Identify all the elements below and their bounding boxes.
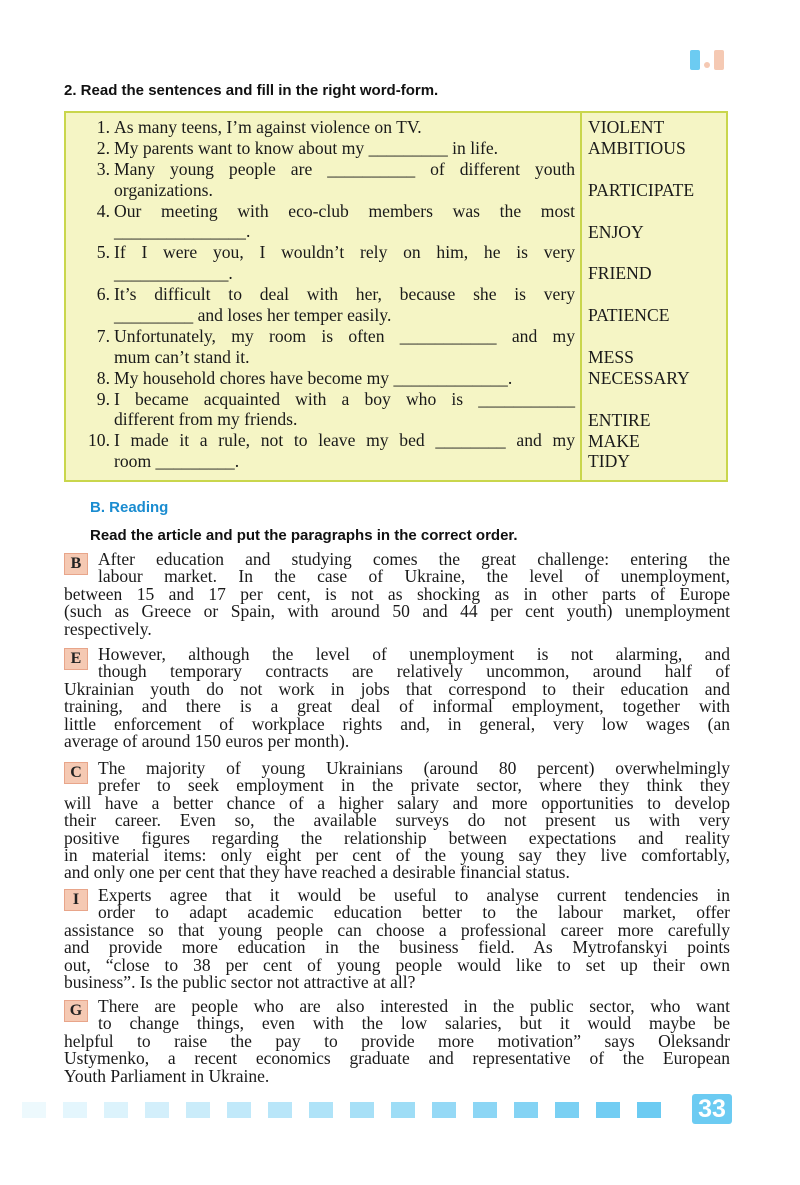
strip-square — [596, 1102, 620, 1118]
paragraph-line: though temporary contracts are relatively uncommon, around half of — [98, 661, 730, 682]
strip-square — [309, 1102, 333, 1118]
paragraph-line: and only one per cent that they have reached a desirable financial status. — [64, 862, 570, 883]
page-number: 33 — [692, 1094, 732, 1124]
paragraph-letter-badge: C — [64, 762, 88, 784]
paragraph-letter-badge: E — [64, 648, 88, 670]
exercise-line-number: 9. — [96, 388, 110, 409]
exercise-line-number: 8. — [96, 367, 110, 388]
strip-square — [432, 1102, 456, 1118]
exercise-line-number: 1. — [96, 117, 110, 137]
paragraph-letter-badge: G — [64, 1000, 88, 1022]
paragraph-line: However, although the level of unemployment is not alarming, and — [98, 644, 730, 664]
exercise-line-text: Our meeting with eco-club members was the most — [114, 200, 575, 221]
strip-square — [186, 1102, 210, 1118]
paragraph-line: helpful to raise the pay to provide more motivation” says Oleksandr — [64, 1030, 730, 1051]
exercise-line-text: mum can’t stand it. — [114, 346, 250, 367]
strip-square — [268, 1102, 292, 1118]
word-form: MAKE — [588, 430, 640, 451]
word-form: PARTICIPATE — [588, 179, 695, 200]
exercise-line-number: 6. — [96, 284, 110, 305]
paragraph-line: labour market. In the case of Ukraine, the level of unemployment, — [98, 566, 730, 587]
paragraph-line: between 15 and 17 per cent, is not as shocking as in other parts of Europe — [64, 583, 730, 604]
paragraph-letter-badge: B — [64, 553, 88, 575]
strip-square — [104, 1102, 128, 1118]
strip-square — [637, 1102, 661, 1118]
paragraph-line: in material items: only eight per cent of the young say they live comfortably, — [64, 844, 730, 865]
paragraph-line: Youth Parliament in Ukraine. — [64, 1065, 270, 1086]
strip-square — [514, 1102, 538, 1118]
paragraph-line: respectively. — [64, 618, 152, 639]
word-form: FRIEND — [588, 263, 652, 284]
unit-marker-icon — [690, 50, 730, 72]
paragraph-line: The majority of young Ukrainians (around 80 percent) overwhelmingly — [98, 758, 730, 778]
exercise-line-text: room _________. — [114, 451, 240, 472]
strip-square — [391, 1102, 415, 1118]
strip-square — [473, 1102, 497, 1118]
exercise-line-number: 5. — [96, 242, 110, 263]
paragraph-line: their career. Even so, the available surveys do not present us with very — [64, 810, 730, 831]
paragraph — [64, 998, 730, 1085]
paragraph-line: (such as Greece or Spain, with around 50 and 44 per cent youth) unemployment — [64, 601, 730, 622]
strip-square — [227, 1102, 251, 1118]
word-form: PATIENCE — [588, 305, 670, 326]
exercise-line-number: 10. — [88, 430, 110, 451]
exercise-line-text: I made it a rule, not to leave my bed ________ and my — [114, 430, 575, 451]
paragraph — [64, 646, 730, 750]
paragraph-line: training, and there is a great deal of informal employment, together with — [64, 696, 730, 717]
exercise-box — [64, 111, 728, 482]
paragraph-line: little enforcement of workplace rights and, in general, very low wages (an — [64, 713, 730, 734]
paragraph — [64, 551, 730, 638]
word-form: MESS — [588, 346, 634, 367]
exercise-line-text: _________ and loses her temper easily. — [114, 305, 392, 326]
exercise-line-text: Unfortunately, my room is often ___________ and my — [114, 325, 575, 346]
paragraph-line: prefer to seek employment in the private sector, where they think they — [98, 775, 730, 796]
paragraph-line: and provide more education in the business field. As Mytrofanskyi points — [64, 937, 730, 958]
word-form: AMBITIOUS — [588, 137, 686, 158]
exercise-line-text: organizations. — [114, 179, 213, 200]
paragraph-line: After education and studying comes the great challenge: entering the — [98, 549, 730, 569]
paragraph-line: out, “close to 38 per cent of young people would like to set up their own — [64, 954, 730, 975]
exercise-line-text: _____________. — [114, 263, 233, 284]
paragraph-line: Experts agree that it would be useful to analyse current tendencies in — [98, 885, 730, 905]
strip-square — [145, 1102, 169, 1118]
exercise-line-number: 4. — [96, 200, 110, 221]
paragraph-line: positive figures regarding the relationship between expectations and reality — [64, 827, 730, 848]
exercise-line-text: As many teens, I’m against violence on TV. — [114, 117, 422, 137]
paragraph-letter-badge: I — [64, 889, 88, 911]
paragraph — [64, 887, 730, 991]
paragraph-line: average of around 150 euros per month). — [64, 730, 350, 751]
exercise-line-text: _______________. — [114, 221, 251, 242]
exercise-line-text: I became acquainted with a boy who is ___________ — [114, 388, 575, 409]
word-form: TIDY — [588, 451, 631, 472]
exercise-line-number: 7. — [96, 325, 110, 346]
word-form: VIOLENT — [588, 117, 665, 137]
exercise-title: 2. Read the sentences and fill in the right word-form. — [64, 82, 439, 99]
word-form: NECESSARY — [588, 367, 690, 388]
paragraph-line: assistance so that young people can choose a professional career more carefully — [64, 919, 730, 940]
paragraph-line: order to adapt academic education better to the labour market, offer — [98, 902, 730, 923]
strip-square — [22, 1102, 46, 1118]
paragraph-line: Ustymenko, a recent economics graduate and representative of the European — [64, 1048, 730, 1069]
section-title: B. Reading — [90, 499, 169, 516]
exercise-line-text: My parents want to know about my _________ in life. — [114, 137, 499, 158]
strip-square — [555, 1102, 579, 1118]
exercise-line-text: My household chores have become my _____________. — [114, 367, 513, 388]
paragraph — [64, 760, 730, 882]
strip-square — [350, 1102, 374, 1118]
word-form: ENTIRE — [588, 409, 651, 430]
decorative-strip — [22, 1102, 682, 1118]
exercise-line-text: If I were you, I wouldn’t rely on him, he is very — [114, 242, 575, 263]
word-form: ENJOY — [588, 221, 644, 242]
reading-instruction: Read the article and put the paragraphs in the correct order. — [90, 527, 518, 544]
paragraph-line: There are people who are also interested in the public sector, who want — [98, 996, 730, 1016]
exercise-line-number: 2. — [96, 137, 110, 158]
exercise-line-text: Many young people are __________ of different youth — [114, 158, 575, 179]
paragraph-line: Ukrainian youth do not work in jobs that correspond to their education and — [64, 678, 730, 699]
exercise-line-text: It’s difficult to deal with her, because she is very — [114, 284, 575, 305]
exercise-divider — [580, 113, 582, 480]
paragraph-line: will have a better chance of a higher salary and more opportunities to develop — [64, 792, 730, 813]
exercise-line-text: different from my friends. — [114, 409, 298, 430]
paragraph-line: to change things, even with the low salaries, but it would maybe be — [98, 1013, 730, 1034]
strip-square — [63, 1102, 87, 1118]
paragraph-line: business”. Is the public sector not attractive at all? — [64, 971, 416, 992]
exercise-line-number: 3. — [96, 158, 110, 179]
